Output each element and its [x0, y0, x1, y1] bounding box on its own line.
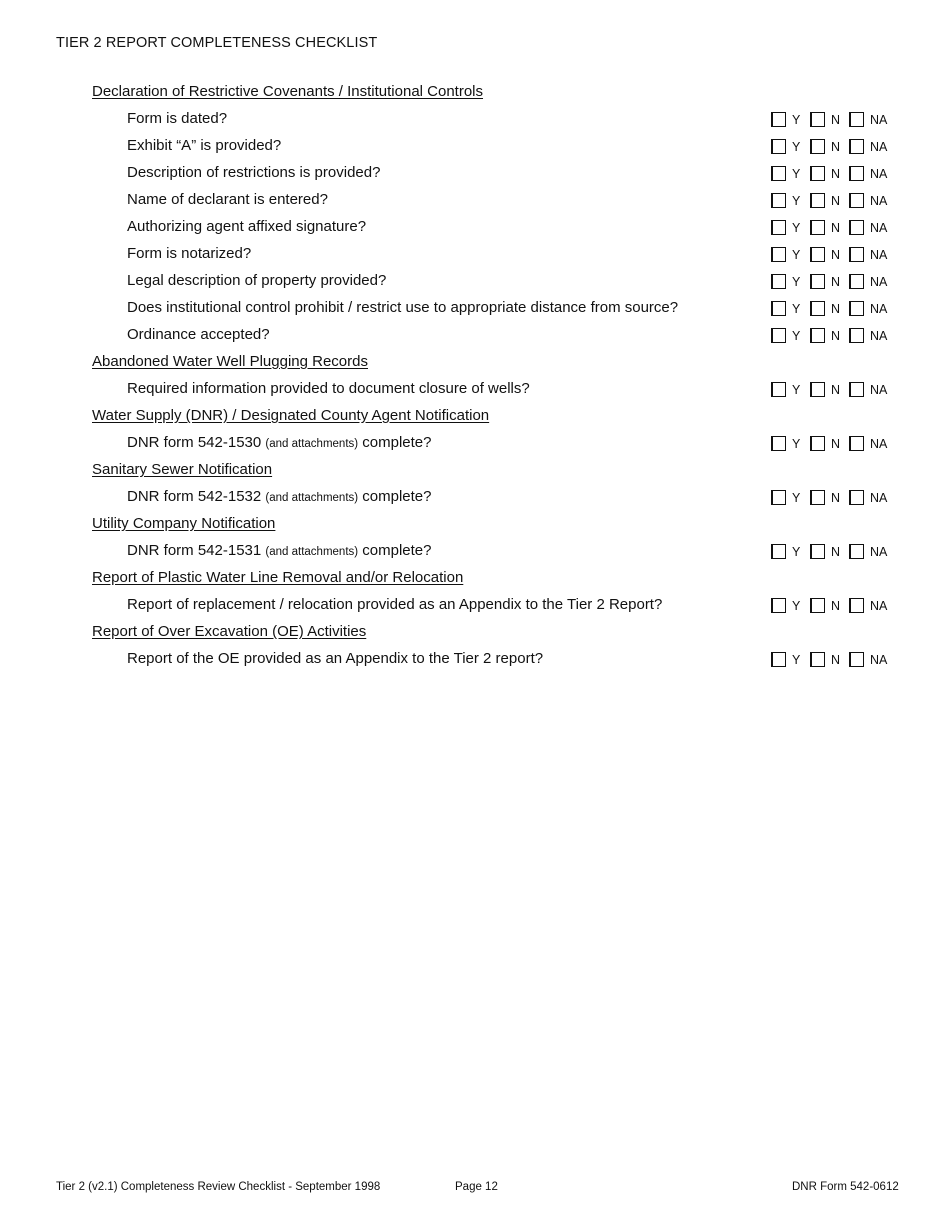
answer-options — [771, 166, 887, 181]
na-checkbox[interactable] — [849, 328, 864, 343]
checklist — [92, 81, 902, 675]
yes-label: Y — [792, 274, 801, 289]
answer-options — [771, 544, 887, 559]
yes-checkbox[interactable] — [771, 490, 786, 505]
no-checkbox[interactable] — [810, 274, 825, 289]
yes-checkbox[interactable] — [771, 328, 786, 343]
no-label: N — [831, 112, 841, 127]
answer-options — [771, 328, 887, 343]
no-checkbox[interactable] — [810, 490, 825, 505]
no-label: N — [831, 382, 841, 397]
na-checkbox[interactable] — [849, 247, 864, 262]
no-label: N — [831, 220, 841, 235]
yes-label: Y — [792, 382, 801, 397]
yes-checkbox[interactable] — [771, 652, 786, 667]
no-label: N — [831, 247, 841, 262]
no-label: N — [831, 139, 841, 154]
question-text: Report of replacement / relocation provided as an Appendix to the Tier 2 Report? — [127, 596, 663, 613]
section-heading: Report of Over Excavation (OE) Activities — [92, 623, 367, 640]
section-heading: Report of Plastic Water Line Removal and/or Relocation — [92, 569, 464, 586]
answer-options — [771, 490, 887, 505]
yes-label: Y — [792, 247, 801, 262]
checklist-item — [92, 486, 902, 513]
na-checkbox[interactable] — [849, 598, 864, 613]
answer-options — [771, 220, 887, 235]
na-checkbox[interactable] — [849, 652, 864, 667]
section-heading: Declaration of Restrictive Covenants / Institutional Controls — [92, 83, 484, 100]
section-heading: Sanitary Sewer Notification — [92, 461, 273, 478]
yes-checkbox[interactable] — [771, 598, 786, 613]
na-checkbox[interactable] — [849, 436, 864, 451]
na-label: NA — [870, 598, 888, 613]
checklist-item — [92, 243, 902, 270]
question-text: DNR form 542-1530 (and attachments) complete? — [127, 434, 432, 451]
question-text: Legal description of property provided? — [127, 272, 387, 289]
yes-checkbox[interactable] — [771, 436, 786, 451]
checklist-item — [92, 540, 902, 567]
form-number: DNR Form 542-0612 — [792, 1181, 899, 1193]
page-title: TIER 2 REPORT COMPLETENESS CHECKLIST — [56, 35, 378, 51]
answer-options — [771, 139, 887, 154]
answer-options — [771, 193, 887, 208]
no-label: N — [831, 598, 841, 613]
yes-label: Y — [792, 166, 801, 181]
na-label: NA — [870, 436, 888, 451]
attachments-note: (and attachments) — [265, 492, 359, 504]
no-label: N — [831, 490, 841, 505]
yes-label: Y — [792, 220, 801, 235]
checklist-item — [92, 189, 902, 216]
section-heading: Water Supply (DNR) / Designated County Agent Notification — [92, 407, 490, 424]
na-label: NA — [870, 193, 888, 208]
no-label: N — [831, 193, 841, 208]
checklist-item — [92, 378, 902, 405]
no-checkbox[interactable] — [810, 652, 825, 667]
no-checkbox[interactable] — [810, 544, 825, 559]
answer-options — [771, 112, 887, 127]
na-checkbox[interactable] — [849, 490, 864, 505]
no-checkbox[interactable] — [810, 301, 825, 316]
checklist-item — [92, 297, 902, 324]
na-checkbox[interactable] — [849, 112, 864, 127]
answer-options — [771, 301, 887, 316]
na-checkbox[interactable] — [849, 382, 864, 397]
no-label: N — [831, 544, 841, 559]
question-text: Authorizing agent affixed signature? — [127, 218, 367, 235]
na-label: NA — [870, 220, 888, 235]
no-label: N — [831, 328, 841, 343]
checklist-item — [92, 648, 902, 675]
yes-checkbox[interactable] — [771, 139, 786, 154]
checklist-item — [92, 432, 902, 459]
no-checkbox[interactable] — [810, 436, 825, 451]
yes-label: Y — [792, 544, 801, 559]
question-text: Exhibit “A” is provided? — [127, 137, 282, 154]
yes-checkbox[interactable] — [771, 112, 786, 127]
question-text: DNR form 542-1531 (and attachments) complete? — [127, 542, 432, 559]
answer-options — [771, 247, 887, 262]
na-label: NA — [870, 382, 888, 397]
na-label: NA — [870, 328, 888, 343]
no-checkbox[interactable] — [810, 166, 825, 181]
answer-options — [771, 652, 887, 667]
yes-checkbox[interactable] — [771, 544, 786, 559]
yes-checkbox[interactable] — [771, 193, 786, 208]
no-checkbox[interactable] — [810, 382, 825, 397]
na-label: NA — [870, 652, 888, 667]
checklist-item — [92, 324, 902, 351]
checklist-item — [92, 216, 902, 243]
yes-label: Y — [792, 193, 801, 208]
na-label: NA — [870, 544, 888, 559]
question-text: Report of the OE provided as an Appendix to the Tier 2 report? — [127, 650, 544, 667]
no-checkbox[interactable] — [810, 112, 825, 127]
question-text: Name of declarant is entered? — [127, 191, 328, 208]
yes-checkbox[interactable] — [771, 247, 786, 262]
yes-label: Y — [792, 112, 801, 127]
yes-label: Y — [792, 436, 801, 451]
yes-checkbox[interactable] — [771, 220, 786, 235]
na-label: NA — [870, 112, 888, 127]
na-checkbox[interactable] — [849, 220, 864, 235]
page-number: Page 12 — [455, 1181, 498, 1193]
yes-label: Y — [792, 598, 801, 613]
no-checkbox[interactable] — [810, 598, 825, 613]
na-checkbox[interactable] — [849, 544, 864, 559]
answer-options — [771, 436, 887, 451]
attachments-note: (and attachments) — [265, 546, 359, 558]
na-checkbox[interactable] — [849, 139, 864, 154]
checklist-item — [92, 135, 902, 162]
checklist-item — [92, 162, 902, 189]
yes-label: Y — [792, 139, 801, 154]
yes-checkbox[interactable] — [771, 382, 786, 397]
question-text: Form is notarized? — [127, 245, 252, 262]
checklist-item — [92, 108, 902, 135]
attachments-note: (and attachments) — [265, 438, 359, 450]
answer-options — [771, 274, 887, 289]
na-checkbox[interactable] — [849, 301, 864, 316]
yes-label: Y — [792, 328, 801, 343]
section-heading: Abandoned Water Well Plugging Records — [92, 353, 368, 370]
yes-checkbox[interactable] — [771, 166, 786, 181]
no-label: N — [831, 166, 841, 181]
no-checkbox[interactable] — [810, 328, 825, 343]
answer-options — [771, 382, 887, 397]
yes-label: Y — [792, 301, 801, 316]
na-label: NA — [870, 490, 888, 505]
no-label: N — [831, 301, 841, 316]
na-label: NA — [870, 247, 888, 262]
question-text: Description of restrictions is provided? — [127, 164, 381, 181]
checklist-item — [92, 594, 902, 621]
section-heading: Utility Company Notification — [92, 515, 276, 532]
answer-options — [771, 598, 887, 613]
no-checkbox[interactable] — [810, 247, 825, 262]
question-text: Does institutional control prohibit / restrict use to appropriate distance from source? — [127, 299, 679, 316]
yes-checkbox[interactable] — [771, 301, 786, 316]
no-checkbox[interactable] — [810, 220, 825, 235]
no-checkbox[interactable] — [810, 139, 825, 154]
na-checkbox[interactable] — [849, 166, 864, 181]
question-text: Ordinance accepted? — [127, 326, 270, 343]
na-label: NA — [870, 139, 888, 154]
na-label: NA — [870, 274, 888, 289]
question-text: Form is dated? — [127, 110, 228, 127]
footer-form-title: Tier 2 (v2.1) Completeness Review Checklist - September 1998 — [56, 1181, 381, 1193]
no-label: N — [831, 652, 841, 667]
na-checkbox[interactable] — [849, 193, 864, 208]
yes-checkbox[interactable] — [771, 274, 786, 289]
na-label: NA — [870, 301, 888, 316]
question-text: DNR form 542-1532 (and attachments) complete? — [127, 488, 432, 505]
na-checkbox[interactable] — [849, 274, 864, 289]
na-label: NA — [870, 166, 888, 181]
question-text: Required information provided to document closure of wells? — [127, 380, 530, 397]
no-checkbox[interactable] — [810, 193, 825, 208]
yes-label: Y — [792, 652, 801, 667]
no-label: N — [831, 274, 841, 289]
no-label: N — [831, 436, 841, 451]
checklist-item — [92, 270, 902, 297]
yes-label: Y — [792, 490, 801, 505]
